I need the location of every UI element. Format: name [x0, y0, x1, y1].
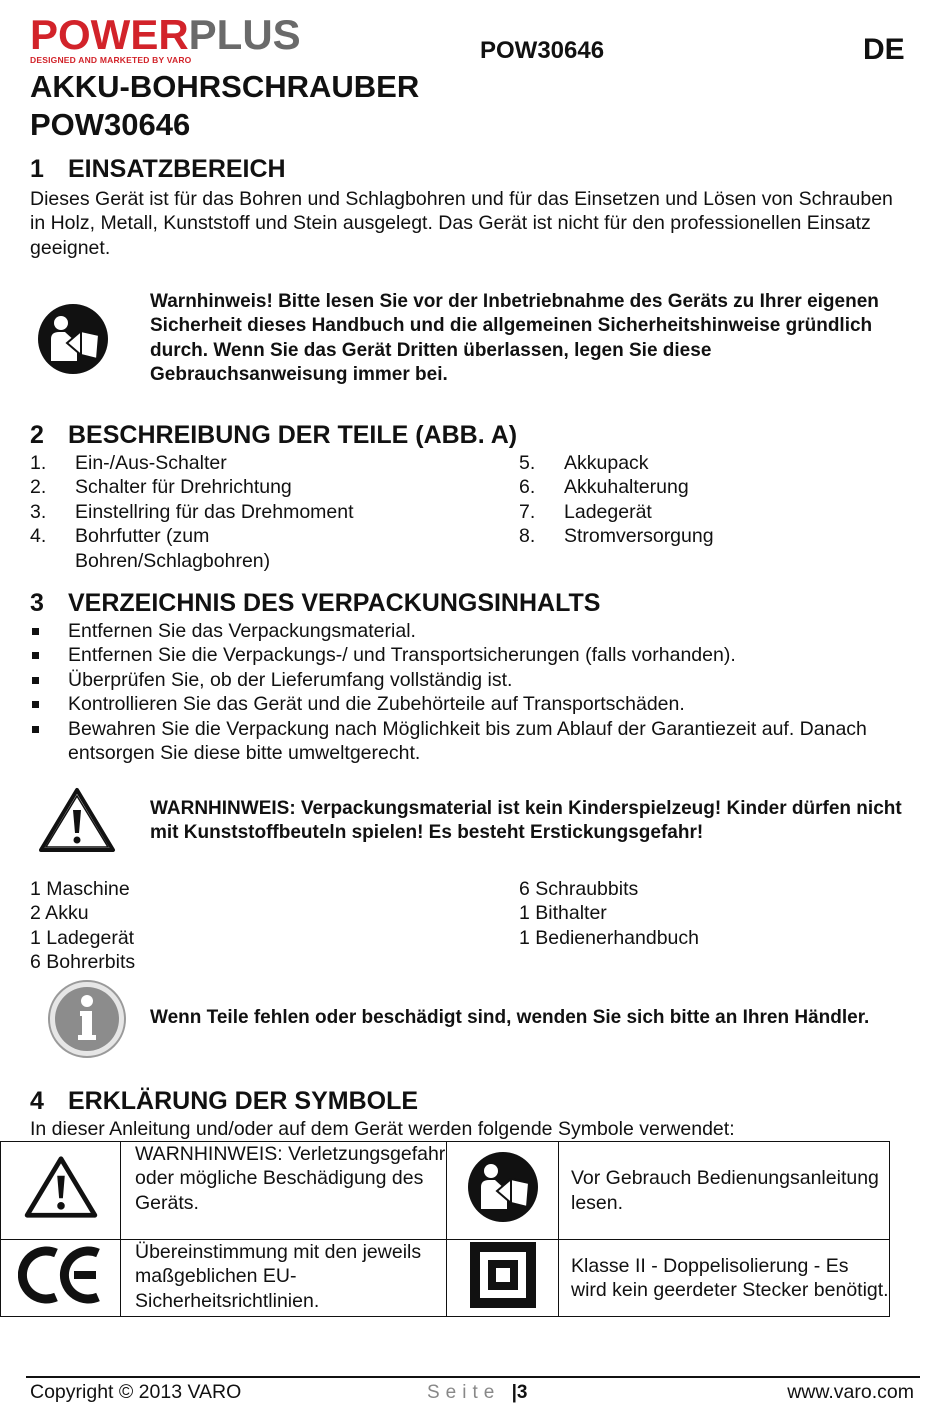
list-item: 7. Ladegerät [519, 500, 652, 523]
section-3-heading: 3 VERZEICHNIS DES VERPACKUNGSINHALTS [30, 589, 601, 617]
list-item: Überprüfen Sie, ob der Lieferumfang vollständig ist. [30, 668, 910, 692]
list-item: 8. Stromversorgung [519, 525, 714, 548]
brand-logo [30, 11, 336, 66]
section-1-text: Dieses Gerät ist für das Bohren und Schlagbohren und für das Einsetzen und Lösen von Schrauben in Holz, Metall, Kunststoff und Stein ausgelegt. Das Gerät ist nicht für den professionellen Einsatz geeignet. [30, 188, 893, 259]
symbol-read-manual-text: Vor Gebrauch Bedienungsanleitung lesen. [559, 1142, 890, 1240]
warning-triangle-icon [23, 1155, 99, 1219]
section-1-warning: Warnhinweis! Bitte lesen Sie vor der Inbetriebnahme des Geräts zu Ihrer eigenen Sicherheit dieses Handbuch und die allgemeinen Sicherheitshinweise gründlich durch. Wenn Sie das Gerät Dritten überlassen, legen Sie diese Gebrauchsanweisung immer bei. [150, 291, 879, 386]
logo-wordmark: POWERPLUS [30, 11, 301, 58]
packaging-bullets [30, 619, 910, 765]
header-model: POW30646 [480, 37, 605, 64]
list-item: 6 Bohrerbits [30, 951, 136, 974]
list-item: 6. Akkuhalterung [519, 476, 689, 499]
list-item: 6 Schraubbits [519, 878, 639, 900]
list-item: 3. Einstellring für das Drehmoment [30, 500, 354, 523]
ce-mark-icon [18, 1245, 104, 1305]
read-manual-icon [467, 1151, 539, 1223]
list-item: 5. Akkupack [519, 452, 649, 474]
section-4-heading: 4 ERKLÄRUNG DER SYMBOLE [30, 1087, 419, 1115]
symbols-table [0, 1141, 890, 1317]
language-code: DE [863, 33, 905, 66]
list-item: 1 Ladegerät [30, 926, 135, 949]
double-insulation-icon [468, 1240, 538, 1310]
symbol-class-ii-text: Klasse II - Doppelisolierung - Es wird kein geerdeter Stecker benötigt. [559, 1240, 890, 1317]
list-item: Kontrollieren Sie das Gerät und die Zubehörteile auf Transportschäden. [30, 692, 910, 716]
symbol-warning-text: WARNHINWEIS: Verletzungsgefahr oder mögliche Beschädigung des Geräts. [121, 1142, 447, 1240]
symbol-ce-text: Übereinstimmung mit den jeweils maßgeblichen EU-Sicherheitsrichtlinien. [121, 1240, 447, 1317]
list-item: Entfernen Sie das Verpackungsmaterial. [30, 619, 910, 643]
footer-copyright: Copyright © 2013 VARO [30, 1381, 242, 1403]
list-item: 4. Bohrfutter (zum Bohren/Schlagbohren) [30, 525, 271, 572]
footer-website: www.varo.com [787, 1381, 914, 1403]
list-item: Entfernen Sie die Verpackungs-/ und Transportsicherungen (falls vorhanden). [30, 643, 910, 667]
section-3-warning: WARNHINWEIS: Verpackungsmaterial ist kein Kinderspielzeug! Kinder dürfen nicht mit Kunststoffbeuteln spielen! Es besteht Erstickungsgefahr! [150, 798, 902, 844]
section-2-heading: 2 BESCHREIBUNG DER TEILE (ABB. A) [30, 421, 518, 449]
warning-triangle-icon [38, 786, 116, 854]
read-manual-icon [37, 303, 109, 375]
list-item: 1 Bithalter [519, 902, 607, 925]
list-item: 2 Akku [30, 902, 89, 925]
info-icon [46, 979, 128, 1059]
list-item: 2. Schalter für Drehrichtung [30, 476, 292, 499]
document-title: AKKU-BOHRSCHRAUBER POW30646 [30, 69, 420, 142]
list-item: Bewahren Sie die Verpackung nach Möglichkeit bis zum Ablauf der Garantiezeit auf. Danach entsorgen Sie diese bitte umweltgerecht. [30, 717, 910, 766]
list-item: 1 Maschine [30, 878, 130, 900]
list-item: 1 Bedienerhandbuch [519, 926, 699, 949]
table-row [1, 1142, 890, 1240]
section-4-intro: In dieser Anleitung und/oder auf dem Gerät werden folgende Symbole verwendet: [30, 1118, 735, 1140]
contents-list-right [519, 877, 919, 950]
parts-list-left [30, 451, 430, 573]
footer-page: Seite |3 [427, 1382, 528, 1403]
footer-divider [26, 1376, 920, 1378]
table-row [1, 1240, 890, 1317]
section-1-heading: 1 EINSATZBEREICH [30, 155, 286, 183]
section-3-info: Wenn Teile fehlen oder beschädigt sind, wenden Sie sich bitte an Ihren Händler. [150, 1007, 870, 1028]
logo-tagline: DESIGNED AND MARKETED BY VARO [30, 55, 192, 65]
list-item: 1. Ein-/Aus-Schalter [30, 452, 227, 474]
parts-list-right [519, 451, 919, 549]
contents-list-left [30, 877, 430, 975]
